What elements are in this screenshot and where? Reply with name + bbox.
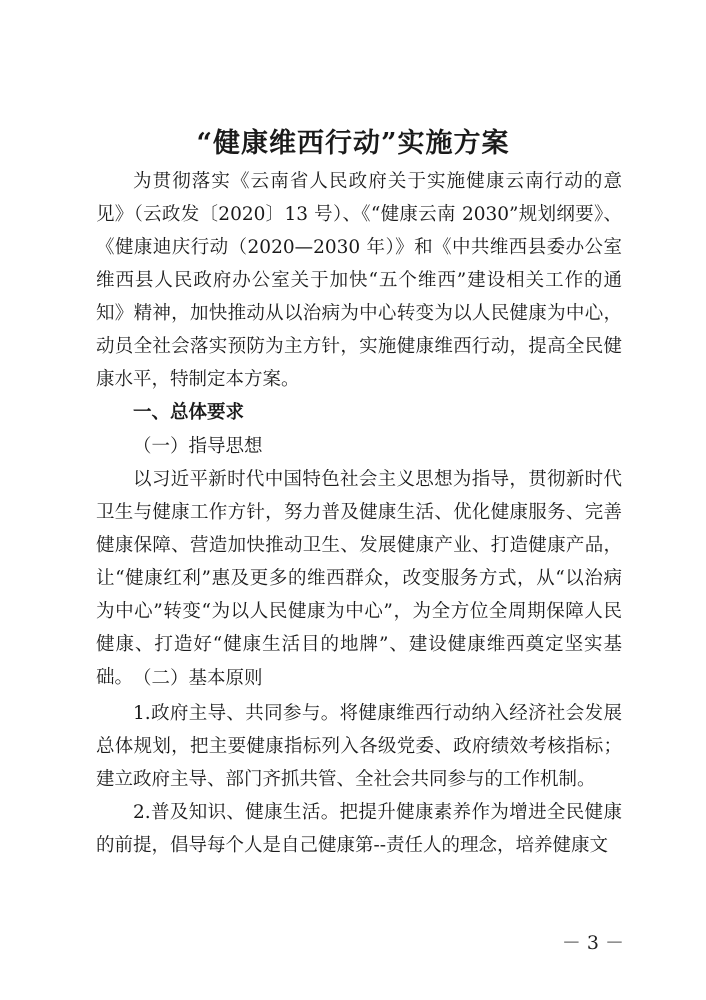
section-heading-general-requirements: 一、总体要求 <box>133 402 245 423</box>
principle-2-paragraph: 2.普及知识、健康生活。把提升健康素养作为增进全民健康的前提，倡导每个人是自己健康第--责任人的理念，培养健康文 <box>96 802 622 856</box>
guiding-ideology-paragraph: 以习近平新时代中国特色社会主义思想为指导，贯彻新时代卫生与健康工作方针，努力普及健康生活、优化健康服务、完善健康保障、营造加快推动卫生、发展健康产业、打造健康产品，让“健康红利”惠及更多的维西群众，改变服务方式，从“以治病为中心”转变“为以人民健康为中心”，为全方位全周期保障人民健康、打造好“健康生活目的地牌”、建设健康维西奠定坚实基础。 <box>96 469 622 688</box>
subsection-heading-guiding-ideology: （一）指导思想 <box>133 436 263 457</box>
intro-paragraph: 为贯彻落实《云南省人民政府关于实施健康云南行动的意见》（云政发〔2020〕13 号）、《“健康云南 2030”规划纲要》、《健康迪庆行动（2020—2030 年）》和《中共维西县委办公室 维西县人民政府办公室关于加快“五个维西”建设相关工作的通知》精神，加快推动从以治病为中心转变为以人民健康为中心，动员全社会落实预防为主方针，实施健康维西行动，提高全民健康水平，特制定本方案。 <box>96 171 622 390</box>
document-title: “健康维西行动”实施方案 <box>196 128 510 159</box>
subsection-heading-basic-principles: （二）基本原则 <box>133 668 263 689</box>
principle-1-paragraph: 1.政府主导、共同参与。将健康维西行动纳入经济社会发展总体规划，把主要健康指标列入各级党委、政府绩效考核指标；建立政府主导、部门齐抓共管、全社会共同参与的工作机制。 <box>96 703 622 790</box>
page-number: － 3 － <box>561 932 624 954</box>
